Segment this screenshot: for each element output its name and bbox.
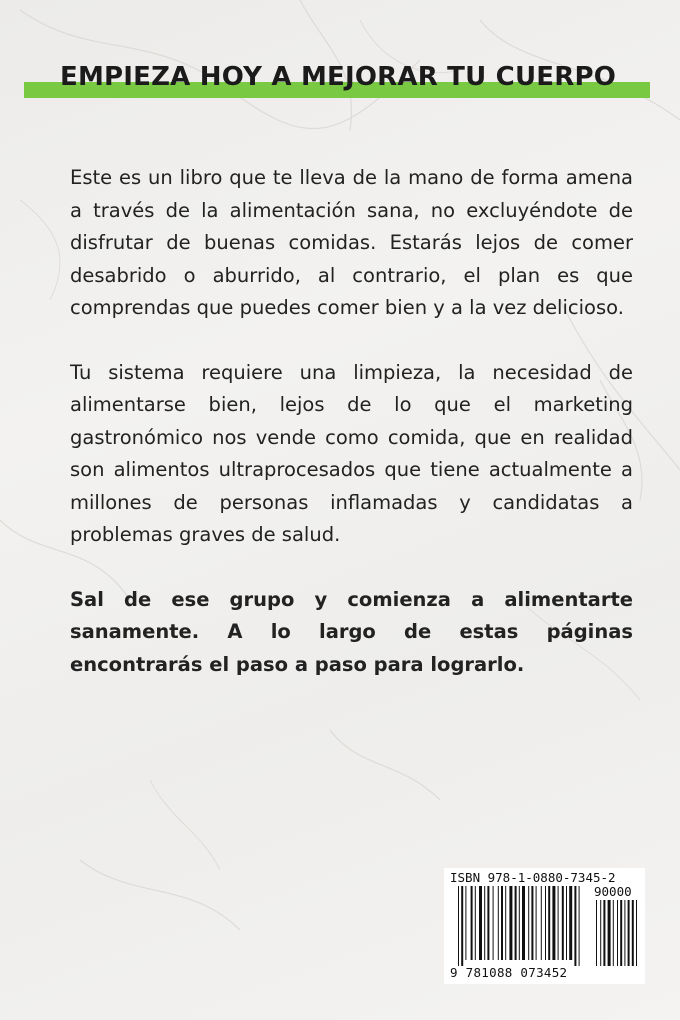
barcode-bar — [519, 886, 520, 960]
barcode-bar — [475, 886, 476, 960]
barcode-bar — [574, 886, 576, 966]
barcode-bar — [531, 886, 533, 960]
title-block — [24, 60, 652, 104]
barcode-bar — [566, 886, 567, 960]
addon-bar — [608, 900, 611, 966]
barcode-bar — [498, 886, 499, 960]
barcode-bar — [562, 886, 564, 960]
barcode-bar — [552, 886, 555, 960]
addon-bar — [600, 900, 601, 966]
barcode-bar — [501, 886, 503, 960]
addon-bar — [624, 900, 625, 966]
page-title: EMPIEZA HOY A MEJORAR TU CUERPO — [60, 62, 616, 92]
addon-bar — [632, 900, 634, 966]
paragraph-2: Tu sistema requiere una limpieza, la necesidad de alimentarse bien, lejos de lo que el marketing gastronómico nos vende como comida, que en realidad son alimentos ultraprocesados que tiene actualmente a millones de personas inflamadas y candidatas a problemas graves de salud. — [70, 360, 633, 546]
description — [70, 162, 633, 713]
barcode-bar — [569, 886, 572, 960]
barcode-bar — [528, 886, 529, 960]
addon-bar — [636, 900, 637, 966]
addon-bar — [620, 900, 622, 966]
barcode — [444, 868, 645, 984]
barcode-bar — [536, 886, 537, 960]
barcode-bar — [541, 886, 542, 960]
addon-bar — [628, 900, 630, 966]
addon-bar — [596, 900, 597, 966]
barcode-bar — [461, 886, 463, 966]
barcode-bar — [548, 886, 550, 960]
barcode-addon: 90000 — [594, 884, 632, 899]
barcode-bar — [505, 886, 506, 960]
addon-bar — [603, 900, 605, 966]
isbn-label: ISBN 978-1-0880-7345-2 — [450, 870, 616, 885]
barcode-bar — [471, 886, 473, 960]
barcode-bar — [522, 886, 525, 960]
barcode-bar — [545, 886, 546, 960]
ean-digits: 9 781088 073452 — [450, 965, 568, 980]
addon-bar — [617, 900, 618, 966]
closing-paragraph: Sal de ese grupo y comienza a alimentarte sanamente. A lo largo de estas páginas encontrarás el paso a paso para lograrlo. — [70, 587, 633, 676]
barcode-bar — [458, 886, 459, 966]
barcode-bar — [493, 886, 494, 960]
paragraph-1: Este es un libro que te lleva de la mano de forma amena a través de la alimentación sana, no excluyéndote de disfrutar de buenas comidas. Estarás lejos de comer desabrido o aburrido, al contrario, el plan es que comprendas que puedes comer bien y a la vez delicioso. — [70, 166, 633, 319]
barcode-bar — [579, 886, 580, 966]
barcode-bar — [487, 886, 489, 960]
addon-bar — [613, 900, 614, 966]
barcode-bar — [465, 886, 466, 960]
barcode-bar — [484, 886, 485, 960]
barcode-bar — [479, 886, 482, 960]
barcode-bar — [509, 886, 512, 960]
barcode-bar — [558, 886, 559, 960]
barcode-bar — [515, 886, 517, 960]
